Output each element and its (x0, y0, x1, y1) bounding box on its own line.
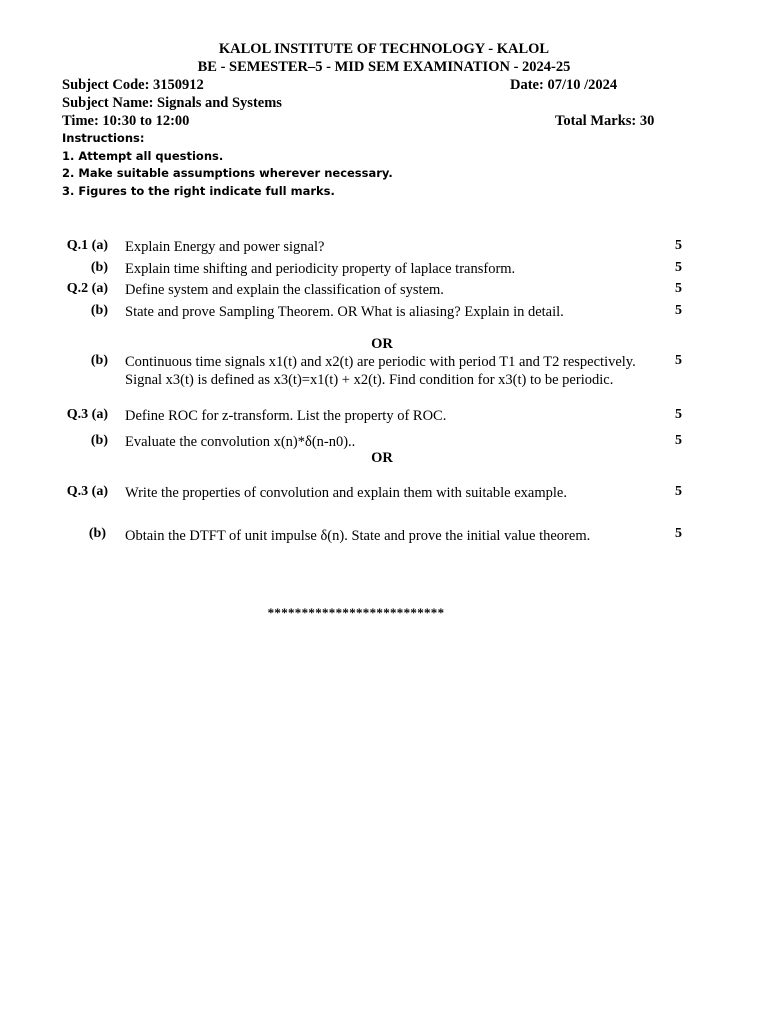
question-number: (b) (90, 433, 108, 448)
exam-date: Date: 07/10 /2024 (510, 77, 618, 93)
exam-time: Time: 10:30 to 12:00 (62, 113, 190, 129)
institute-title: KALOL INSTITUTE OF TECHNOLOGY - KALOL (218, 41, 550, 57)
question-marks: 5 (675, 281, 682, 296)
or-separator: OR (371, 450, 393, 466)
question-number: (b) (90, 303, 108, 318)
question-number: (b) (90, 353, 108, 368)
question-number: Q.3 (a) (66, 407, 108, 422)
question-marks: 5 (675, 526, 682, 541)
subject-name: Subject Name: Signals and Systems (62, 95, 282, 111)
or-separator: OR (371, 336, 393, 352)
footer-stars: ************************** (267, 605, 445, 620)
question-text: State and prove Sampling Theorem. OR What is aliasing? Explain in detail. (125, 304, 564, 320)
question-marks: 5 (675, 407, 682, 422)
question-text: Explain Energy and power signal? (125, 239, 325, 255)
exam-title: BE - SEMESTER–5 - MID SEM EXAMINATION - 2024-25 (197, 59, 571, 75)
question-text: Define system and explain the classification of system. (125, 282, 444, 298)
question-text: Evaluate the convolution x(n)*δ(n-n0).. (125, 434, 356, 450)
question-marks: 5 (675, 433, 682, 448)
instruction-item: 2. Make suitable assumptions wherever necessary. (62, 166, 393, 180)
total-marks: Total Marks: 30 (555, 113, 655, 129)
question-text: Explain time shifting and periodicity property of laplace transform. (125, 261, 516, 277)
instruction-item: 3. Figures to the right indicate full marks. (62, 184, 335, 198)
question-number: Q.3 (a) (66, 484, 108, 499)
instructions-title: Instructions: (62, 131, 145, 145)
question-text: Write the properties of convolution and explain them with suitable example. (125, 485, 567, 501)
question-number: Q.1 (a) (66, 238, 108, 253)
question-marks: 5 (675, 484, 682, 499)
question-marks: 5 (675, 260, 682, 275)
question-number: Q.2 (a) (66, 281, 108, 296)
question-marks: 5 (675, 303, 682, 318)
question-text: Define ROC for z-transform. List the property of ROC. (125, 408, 447, 424)
question-number: (b) (90, 260, 108, 275)
question-number: (b) (88, 526, 106, 541)
question-text: Continuous time signals x1(t) and x2(t) are periodic with period T1 and T2 respectively. Signal x3(t) is defined as x3(t)=x1(t) + x2(t). Find condition for x3(t) to be periodic. (125, 354, 636, 388)
question-marks: 5 (675, 353, 682, 368)
instruction-item: 1. Attempt all questions. (62, 149, 224, 163)
subject-code: Subject Code: 3150912 (62, 77, 204, 93)
question-marks: 5 (675, 238, 682, 253)
question-text: Obtain the DTFT of unit impulse δ(n). State and prove the initial value theorem. (125, 528, 591, 544)
